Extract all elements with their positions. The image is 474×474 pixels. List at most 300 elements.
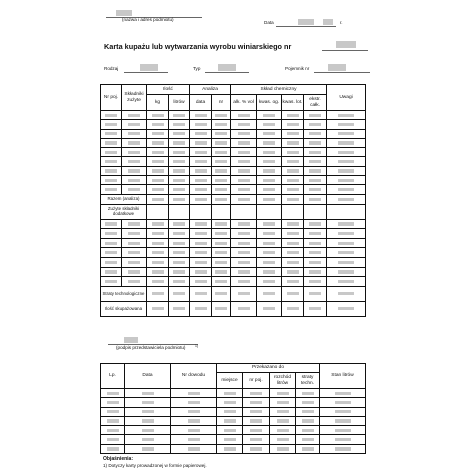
table-cell xyxy=(212,238,231,248)
cell-placeholder xyxy=(309,160,321,163)
cell-placeholder xyxy=(173,251,185,254)
table-cell xyxy=(122,185,147,194)
cell-placeholder xyxy=(105,261,117,264)
table-cell xyxy=(231,176,257,185)
table-cell xyxy=(190,157,212,166)
table-cell xyxy=(257,185,282,194)
table-cell xyxy=(304,138,327,147)
cell-placeholder xyxy=(309,280,321,283)
cell-placeholder xyxy=(128,261,140,264)
date-placeholder-2 xyxy=(323,19,333,25)
cell-placeholder xyxy=(107,401,119,404)
cell-placeholder xyxy=(105,188,117,191)
header-nr-poj: Nr poj. xyxy=(101,85,122,111)
cell-placeholder xyxy=(152,179,164,182)
table-cell xyxy=(270,389,296,398)
cell-placeholder xyxy=(309,151,321,154)
cell-placeholder xyxy=(173,222,185,225)
t2-header-straty: straty techn. xyxy=(296,373,320,389)
cell-placeholder xyxy=(335,392,351,395)
cell-placeholder xyxy=(105,141,117,144)
cell-placeholder xyxy=(215,242,227,245)
cell-placeholder xyxy=(263,280,275,283)
t2-header-data: Data xyxy=(125,364,171,389)
table-cell xyxy=(270,407,296,416)
cell-placeholder xyxy=(215,232,227,235)
cell-placeholder xyxy=(309,242,321,245)
table-cell xyxy=(327,248,366,258)
cell-placeholder xyxy=(215,123,227,126)
table-cell xyxy=(101,229,122,239)
table-cell xyxy=(122,258,147,268)
cell-placeholder xyxy=(152,141,164,144)
form-title: Karta kupażu lub wytwarzania wyrobu winiarskiego nr xyxy=(104,42,292,51)
cell-placeholder xyxy=(338,188,354,191)
cell-placeholder xyxy=(173,232,185,235)
cell-placeholder xyxy=(250,447,262,450)
cell-placeholder xyxy=(250,429,262,432)
table-cell xyxy=(257,111,282,120)
table-cell xyxy=(169,238,190,248)
cell-placeholder xyxy=(152,151,164,154)
cell-placeholder xyxy=(238,151,250,154)
cell-placeholder xyxy=(335,438,351,441)
cell-placeholder xyxy=(309,251,321,254)
table-cell xyxy=(101,111,122,120)
cell-placeholder xyxy=(195,123,207,126)
header-ekstr: ekstr. całk. xyxy=(304,95,327,111)
cell-placeholder xyxy=(277,410,289,413)
header-alk: alk. % vol xyxy=(231,95,257,111)
table-cell xyxy=(304,185,327,194)
table-cell xyxy=(282,185,304,194)
cell-placeholder xyxy=(215,222,227,225)
table-cell xyxy=(243,389,270,398)
table-cell xyxy=(212,277,231,287)
cell-placeholder xyxy=(128,251,140,254)
table-cell xyxy=(147,111,169,120)
cell-placeholder xyxy=(224,410,236,413)
header-data: data xyxy=(190,95,212,111)
cell-placeholder xyxy=(195,179,207,182)
table-cell xyxy=(101,148,122,157)
table-cell xyxy=(147,120,169,129)
table-row xyxy=(101,238,366,248)
cell-placeholder xyxy=(105,280,117,283)
table-cell xyxy=(122,120,147,129)
table-cell xyxy=(169,185,190,194)
cell-placeholder xyxy=(238,188,250,191)
header-uwagi: Uwagi xyxy=(327,85,366,111)
cell-placeholder xyxy=(302,429,314,432)
table-cell xyxy=(147,148,169,157)
table-cell xyxy=(270,426,296,435)
cell-placeholder xyxy=(238,141,250,144)
table-cell xyxy=(257,148,282,157)
table-cell xyxy=(147,185,169,194)
table-cell xyxy=(169,229,190,239)
table-cell xyxy=(327,129,366,138)
cell-placeholder xyxy=(335,410,351,413)
cell-placeholder xyxy=(302,419,314,422)
table-cell xyxy=(231,148,257,157)
cell-placeholder xyxy=(238,251,250,254)
cell-placeholder xyxy=(238,222,250,225)
table-cell xyxy=(257,267,282,277)
table-cell xyxy=(171,416,217,425)
header-kwas-og: kwas. og. xyxy=(257,95,282,111)
cell-placeholder xyxy=(195,242,207,245)
cell-placeholder xyxy=(215,132,227,135)
table-cell xyxy=(282,238,304,248)
table-cell xyxy=(101,407,125,416)
cell-placeholder xyxy=(287,280,299,283)
cell-placeholder xyxy=(173,280,185,283)
table-cell xyxy=(212,166,231,175)
table-cell xyxy=(101,157,122,166)
cell-placeholder xyxy=(173,160,185,163)
cell-placeholder xyxy=(287,188,299,191)
cell-placeholder xyxy=(263,261,275,264)
cell-placeholder xyxy=(173,151,185,154)
cell-placeholder xyxy=(105,179,117,182)
table-cell xyxy=(190,129,212,138)
cell-placeholder xyxy=(142,429,154,432)
table-cell xyxy=(257,219,282,229)
table-row xyxy=(101,166,366,175)
date-suffix: r. xyxy=(340,20,343,25)
cell-placeholder xyxy=(105,232,117,235)
header-ilosc: Ilość xyxy=(147,85,190,95)
table-cell xyxy=(296,407,320,416)
table-cell xyxy=(122,176,147,185)
table-cell xyxy=(101,435,125,444)
table-cell xyxy=(304,129,327,138)
rodzaj-line xyxy=(124,72,168,73)
cell-placeholder xyxy=(173,179,185,182)
table-row xyxy=(101,129,366,138)
cell-placeholder xyxy=(309,123,321,126)
table-cell xyxy=(270,416,296,425)
table-cell xyxy=(327,166,366,175)
table-cell xyxy=(212,219,231,229)
table-cell xyxy=(296,389,320,398)
table-cell xyxy=(282,120,304,129)
cell-placeholder xyxy=(287,151,299,154)
date-placeholder xyxy=(298,19,314,25)
table-cell xyxy=(282,138,304,147)
cell-placeholder xyxy=(105,270,117,273)
table-cell xyxy=(169,120,190,129)
table-cell xyxy=(125,444,171,453)
table-row xyxy=(101,444,366,453)
table-cell xyxy=(243,407,270,416)
table-cell xyxy=(147,238,169,248)
cell-placeholder xyxy=(173,132,185,135)
typ-line xyxy=(205,72,249,73)
table-cell xyxy=(125,407,171,416)
table-cell xyxy=(169,157,190,166)
cell-placeholder xyxy=(188,410,200,413)
table-cell xyxy=(190,166,212,175)
cell-placeholder xyxy=(338,232,354,235)
table-cell xyxy=(327,176,366,185)
cell-placeholder xyxy=(224,392,236,395)
table-cell xyxy=(257,166,282,175)
t2-header-miejsce: miejsce xyxy=(217,373,243,389)
table-cell xyxy=(217,398,243,407)
table-cell xyxy=(282,258,304,268)
table-row xyxy=(101,185,366,194)
cell-placeholder xyxy=(287,242,299,245)
cell-placeholder xyxy=(263,232,275,235)
table-cell xyxy=(327,157,366,166)
table-cell xyxy=(171,426,217,435)
cell-placeholder xyxy=(238,261,250,264)
table-cell xyxy=(122,219,147,229)
table-cell xyxy=(125,389,171,398)
table-cell xyxy=(320,416,366,425)
table-cell xyxy=(282,277,304,287)
cell-placeholder xyxy=(107,392,119,395)
table-cell xyxy=(190,238,212,248)
table-cell xyxy=(304,238,327,248)
table-cell xyxy=(122,129,147,138)
cell-placeholder xyxy=(238,169,250,172)
table-cell xyxy=(212,111,231,120)
form-number-placeholder xyxy=(336,41,356,48)
cell-placeholder xyxy=(277,419,289,422)
table-cell xyxy=(257,238,282,248)
cell-placeholder xyxy=(338,169,354,172)
table-cell xyxy=(231,138,257,147)
cell-placeholder xyxy=(152,123,164,126)
cell-placeholder xyxy=(152,169,164,172)
table-cell xyxy=(125,435,171,444)
table-cell xyxy=(122,238,147,248)
table-cell xyxy=(212,138,231,147)
cell-placeholder xyxy=(128,169,140,172)
table-cell xyxy=(217,416,243,425)
table-cell xyxy=(190,229,212,239)
cell-placeholder xyxy=(250,410,262,413)
table-cell xyxy=(304,219,327,229)
signature-note: 1) xyxy=(195,344,199,348)
cell-placeholder xyxy=(215,188,227,191)
table-cell xyxy=(122,267,147,277)
cell-placeholder xyxy=(335,401,351,404)
cell-placeholder xyxy=(128,270,140,273)
cell-placeholder xyxy=(128,160,140,163)
table-cell xyxy=(169,148,190,157)
table-cell xyxy=(304,176,327,185)
table-cell xyxy=(212,176,231,185)
cell-placeholder xyxy=(338,141,354,144)
cell-placeholder xyxy=(152,242,164,245)
cell-placeholder xyxy=(338,251,354,254)
cell-placeholder xyxy=(309,188,321,191)
signature-placeholder xyxy=(124,337,138,343)
cell-placeholder xyxy=(195,232,207,235)
table-cell xyxy=(101,267,122,277)
cell-placeholder xyxy=(238,280,250,283)
cell-placeholder xyxy=(277,392,289,395)
cell-placeholder xyxy=(263,160,275,163)
table-cell xyxy=(122,248,147,258)
header-skladniki: Składniki zużyte xyxy=(122,85,147,111)
header-sklad: Skład chemiczny xyxy=(231,85,327,95)
cell-placeholder xyxy=(287,270,299,273)
table-cell xyxy=(231,267,257,277)
table-cell xyxy=(101,138,122,147)
table-cell xyxy=(212,157,231,166)
cell-placeholder xyxy=(263,251,275,254)
cell-placeholder xyxy=(173,188,185,191)
cell-placeholder xyxy=(287,169,299,172)
cell-placeholder xyxy=(287,160,299,163)
table-row xyxy=(101,435,366,444)
table-cell xyxy=(169,176,190,185)
table-cell xyxy=(231,277,257,287)
cell-placeholder xyxy=(338,242,354,245)
cell-placeholder xyxy=(105,251,117,254)
table-cell xyxy=(125,398,171,407)
table-cell xyxy=(282,166,304,175)
t2-header-stan: Stan litrów xyxy=(320,364,366,389)
t2-header-nr-dowodu: Nr dowodu xyxy=(171,364,217,389)
table-cell xyxy=(212,185,231,194)
cell-placeholder xyxy=(142,438,154,441)
cell-placeholder xyxy=(338,151,354,154)
table-cell xyxy=(243,444,270,453)
cell-placeholder xyxy=(128,151,140,154)
table-cell xyxy=(190,219,212,229)
cell-placeholder xyxy=(128,132,140,135)
table-cell xyxy=(257,129,282,138)
cell-placeholder xyxy=(128,141,140,144)
table-cell xyxy=(101,398,125,407)
table-cell xyxy=(169,111,190,120)
table-cell xyxy=(320,389,366,398)
cell-placeholder xyxy=(142,447,154,450)
cell-placeholder xyxy=(309,114,321,117)
cell-placeholder xyxy=(238,132,250,135)
cell-placeholder xyxy=(287,251,299,254)
cell-placeholder xyxy=(302,401,314,404)
table-cell xyxy=(190,120,212,129)
table-row xyxy=(101,219,366,229)
table-cell xyxy=(101,166,122,175)
table-cell xyxy=(320,398,366,407)
cell-placeholder xyxy=(152,270,164,273)
table-cell xyxy=(320,444,366,453)
cell-placeholder xyxy=(152,261,164,264)
cell-placeholder xyxy=(238,270,250,273)
table-cell xyxy=(304,267,327,277)
table-cell xyxy=(282,248,304,258)
table-cell xyxy=(212,120,231,129)
cell-placeholder xyxy=(250,401,262,404)
header-kwas-lot: kwas. lot. xyxy=(282,95,304,111)
table-cell xyxy=(231,185,257,194)
t2-header-lp: Lp. xyxy=(101,364,125,389)
header-litrow: litrów xyxy=(169,95,190,111)
cell-placeholder xyxy=(338,160,354,163)
cell-placeholder xyxy=(302,392,314,395)
table-cell xyxy=(101,219,122,229)
table-cell xyxy=(327,120,366,129)
cell-placeholder xyxy=(215,141,227,144)
table-cell xyxy=(147,267,169,277)
cell-placeholder xyxy=(188,438,200,441)
table-cell xyxy=(327,258,366,268)
table-cell xyxy=(190,277,212,287)
date-label: Data xyxy=(264,20,274,25)
cell-placeholder xyxy=(250,419,262,422)
table-cell xyxy=(282,267,304,277)
table-cell xyxy=(320,407,366,416)
table-cell xyxy=(231,120,257,129)
cell-placeholder xyxy=(195,160,207,163)
cell-placeholder xyxy=(152,222,164,225)
table-row xyxy=(101,157,366,166)
table-row xyxy=(101,267,366,277)
cell-placeholder xyxy=(224,438,236,441)
cell-placeholder xyxy=(277,447,289,450)
cell-placeholder xyxy=(338,270,354,273)
table-cell xyxy=(147,219,169,229)
cell-placeholder xyxy=(215,280,227,283)
table-cell xyxy=(231,248,257,258)
table-cell xyxy=(101,389,125,398)
cell-placeholder xyxy=(142,419,154,422)
cell-placeholder xyxy=(263,114,275,117)
cell-placeholder xyxy=(338,114,354,117)
cell-placeholder xyxy=(107,438,119,441)
table-cell xyxy=(231,111,257,120)
form-number-line xyxy=(322,50,368,51)
cell-placeholder xyxy=(309,179,321,182)
date-line xyxy=(276,26,336,27)
table-cell xyxy=(101,248,122,258)
cell-placeholder xyxy=(224,419,236,422)
header-nr: nr xyxy=(212,95,231,111)
table-cell xyxy=(147,166,169,175)
cell-placeholder xyxy=(152,114,164,117)
cell-placeholder xyxy=(263,188,275,191)
table-cell xyxy=(231,258,257,268)
cell-placeholder xyxy=(173,141,185,144)
cell-placeholder xyxy=(152,232,164,235)
table-cell xyxy=(101,120,122,129)
cell-placeholder xyxy=(128,222,140,225)
cell-placeholder xyxy=(263,132,275,135)
cell-placeholder xyxy=(105,151,117,154)
table-cell xyxy=(190,111,212,120)
cell-placeholder xyxy=(215,270,227,273)
table-cell xyxy=(147,129,169,138)
table-cell xyxy=(296,398,320,407)
cell-placeholder xyxy=(188,392,200,395)
cell-placeholder xyxy=(105,242,117,245)
cell-placeholder xyxy=(287,179,299,182)
table-row xyxy=(101,407,366,416)
table-cell xyxy=(270,444,296,453)
table-cell xyxy=(101,258,122,268)
cell-placeholder xyxy=(263,179,275,182)
table-cell xyxy=(101,185,122,194)
cell-placeholder xyxy=(250,438,262,441)
